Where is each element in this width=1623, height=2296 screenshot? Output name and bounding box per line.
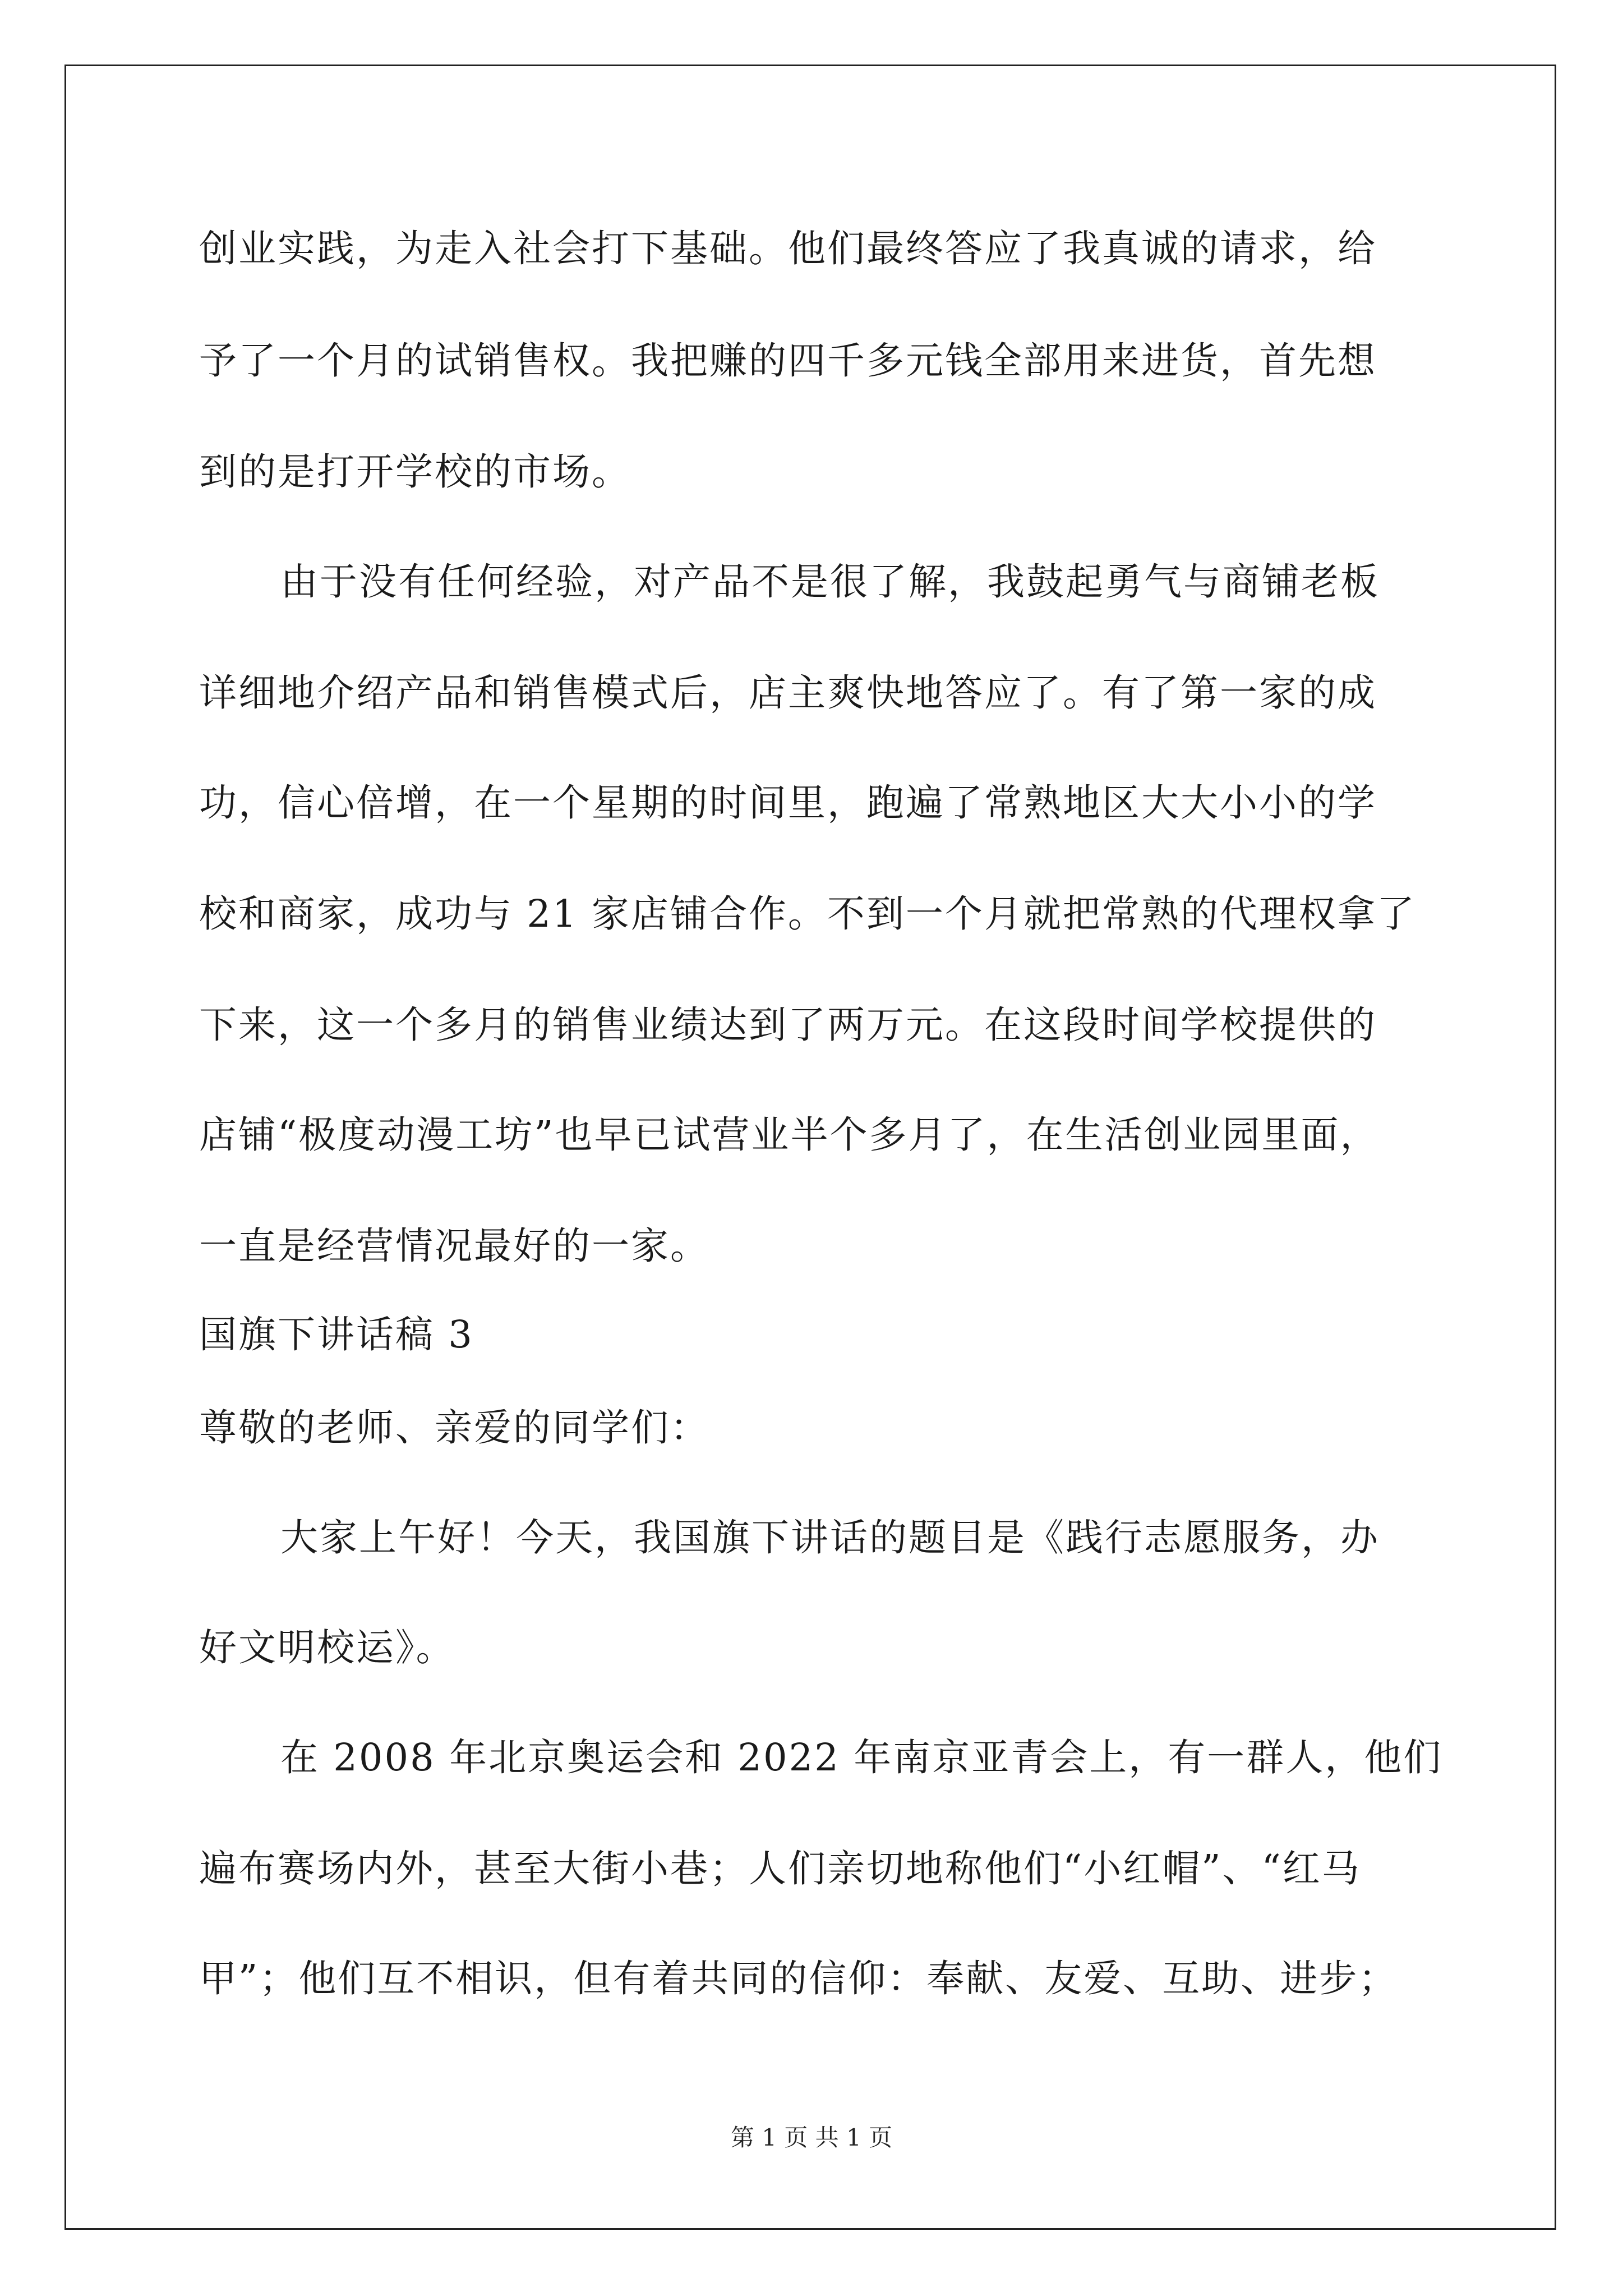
text-line: 下来，这一个多月的销售业绩达到了两万元。在这段时间学校提供的 [199, 1003, 1377, 1047]
salutation: 尊敬的老师、亲爱的同学们： [199, 1406, 709, 1450]
text-line: 店铺“极度动漫工坊”也早已试营业半个多月了，在生活创业园里面， [199, 1113, 1380, 1157]
text-line: 功，信心倍增，在一个星期的时间里，跑遍了常熟地区大大小小的学 [199, 781, 1377, 825]
section-title: 国旗下讲话稿 3 [199, 1313, 474, 1356]
text-line: 予了一个月的试销售权。我把赚的四千多元钱全部用来进货，首先想 [199, 339, 1377, 383]
text-line: 遍布赛场内外，甚至大街小巷；人们亲切地称他们“小红帽”、“红马 [199, 1847, 1361, 1890]
text-line: 校和商家，成功与 21 家店铺合作。不到一个月就把常熟的代理权拿了 [199, 892, 1416, 936]
text-line: 一直是经营情况最好的一家。 [199, 1224, 709, 1268]
paragraph-start-line: 在 2008 年北京奥运会和 2022 年南京亚青会上，有一群人，他们 [280, 1736, 1443, 1779]
text-line: 到的是打开学校的市场。 [199, 450, 631, 494]
text-line: 详细地介绍产品和销售模式后，店主爽快地答应了。有了第一家的成 [199, 671, 1377, 715]
text-line: 好文明校运》。 [199, 1626, 455, 1669]
text-line: 甲”；他们互不相识，但有着共同的信仰：奉献、友爱、互助、进步； [199, 1957, 1398, 2000]
text-line: 创业实践，为走入社会打下基础。他们最终答应了我真诚的请求，给 [199, 227, 1377, 270]
paragraph-start-line: 由于没有任何经验，对产品不是很了解，我鼓起勇气与商铺老板 [280, 560, 1380, 604]
paragraph-start-line: 大家上午好！今天，我国旗下讲话的题目是《践行志愿服务，办 [280, 1516, 1380, 1559]
page-number-footer: 第 1 页 共 1 页 [730, 2124, 893, 2151]
